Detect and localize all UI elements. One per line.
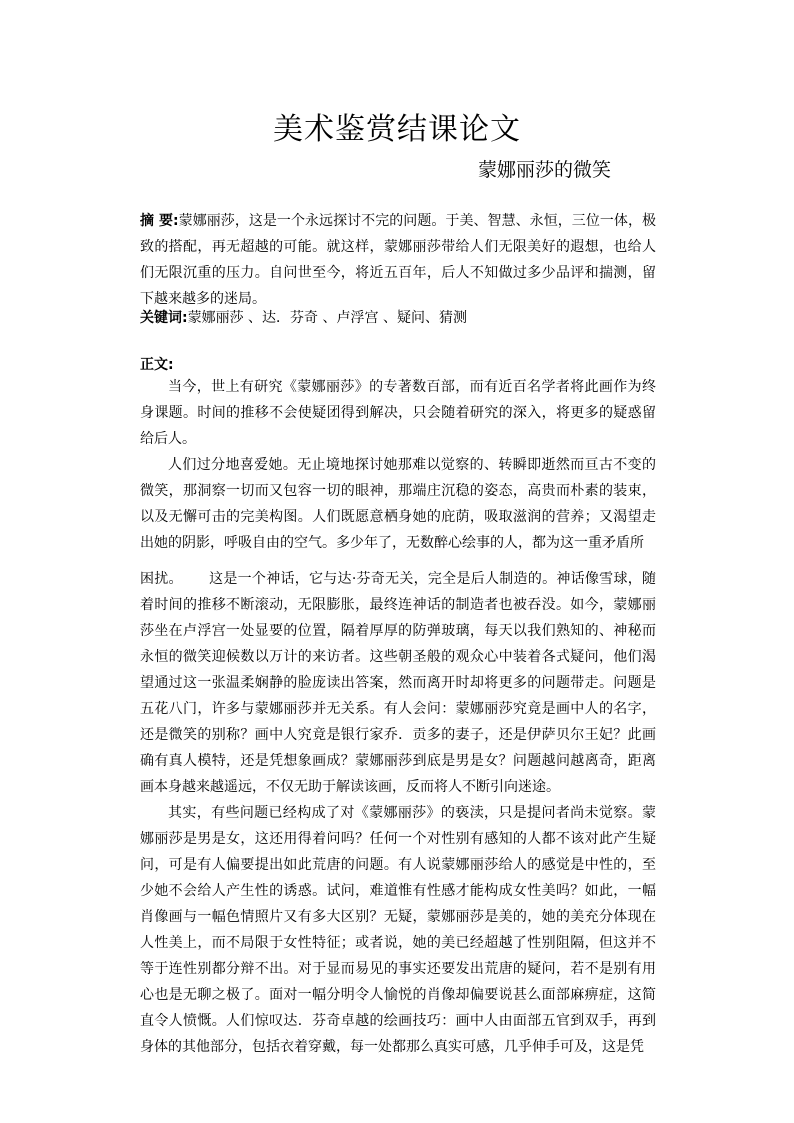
document-subtitle: 蒙娜丽莎的微笑 — [478, 159, 612, 181]
abstract-label: 摘 要: — [140, 213, 179, 229]
body-label: 正文: — [140, 357, 174, 373]
keywords-label: 关键词: — [140, 310, 188, 326]
document-title: 美术鉴赏结课论文 — [273, 112, 521, 147]
abstract-text: 蒙娜丽莎，这是一个永远探讨不完的问题。于美、智慧、永恒，三位一体，极致的搭配，再无超越的可能。就这样，蒙娜丽莎带给人们无限美好的遐想，也给人们无限沉重的压力。自问世至今，将近五百年，后人不知做过多少品评和揣测，留下越来越多的迷局。 — [140, 213, 657, 307]
abstract — [140, 208, 656, 312]
paragraph-fragment: 困扰。 — [140, 571, 183, 587]
paragraph: 人们过分地喜爱她。无止境地探讨她那难以觉察的、转瞬即逝然而亘古不变的微笑，那洞察一切而又包容一切的眼神，那端庄沉稳的姿态，高贵而朴素的装束，以及无懈可击的完美构图。人们既愿意栖身她的庇荫，吸取滋润的营养；又渴望走出她的阴影，呼吸自由的空气。多少年了，无数醉心绘事的人，都为这一重矛盾所 — [140, 457, 656, 551]
keywords — [140, 305, 656, 331]
paragraph — [140, 566, 656, 800]
body-text — [140, 374, 656, 1060]
paragraph-fragment: 这是一个神话，它与达·芬奇无关，完全是后人制造的。神话像雪球，随着时间的推移不断滚动，无限膨胀，最终连神话的制造者也被吞没。如今，蒙娜丽莎坐在卢浮宫一处显要的位置，隔着厚厚的防弹玻璃，每天以我们熟知的、神秘而永恒的微笑迎候数以万计的来访者。这些朝圣般的观众心中装着各式疑问，他们渴望通过这一张温柔娴静的脸庞读出答案，然而离开时却将更多的问题带走。问题是五花八门，许多与蒙娜丽莎并无关系。有人会问：蒙娜丽莎究竟是画中人的名字，还是微笑的别称？画中人究竟是银行家乔．贡多的妻子，还是伊萨贝尔王妃？此画确有真人模特，还是凭想象画成？蒙娜丽莎到底是男是女？问题越问越离奇，距离画本身越来越遥远，不仅无助于解读该画，反而将人不断引向迷途。 — [140, 571, 657, 795]
paragraph: 其实，有些问题已经构成了对《蒙娜丽莎》的亵渎，只是提问者尚未觉察。蒙娜丽莎是男是女，这还用得着问吗？任何一个对性别有感知的人都不该对此产生疑问，可是有人偏要提出如此荒唐的问题。有人说蒙娜丽莎给人的感觉是中性的，至少她不会给人产生性的诱惑。试问，难道惟有性感才能构成女性美吗？如此，一幅肖像画与一幅色情照片又有多大区别？无疑，蒙娜丽莎是美的，她的美充分体现在人性美上，而不局限于女性特征；或者说，她的美已经超越了性别阻隔，但这并不等于连性别都分辩不出。对于显而易见的事实还要发出荒唐的疑问，若不是别有用心也是无聊之极了。面对一幅分明令人愉悦的肖像却偏要说甚么面部麻痹症，这简直令人愤慨。人们惊叹达．芬奇卓越的绘画技巧：画中人由面部五官到双手，再到身体的其他部分，包括衣着穿戴，每一处都那么真实可感，几乎伸手可及，这是凭 — [140, 805, 656, 1055]
keywords-text: 蒙娜丽莎 、达．芬奇 、卢浮宫 、疑问、猜测 — [187, 310, 467, 326]
paragraph: 当今，世上有研究《蒙娜丽莎》的专著数百部，而有近百名学者将此画作为终身课题。时间的推移不会使疑团得到解决，只会随着研究的深入，将更多的疑惑留给后人。 — [140, 379, 656, 447]
